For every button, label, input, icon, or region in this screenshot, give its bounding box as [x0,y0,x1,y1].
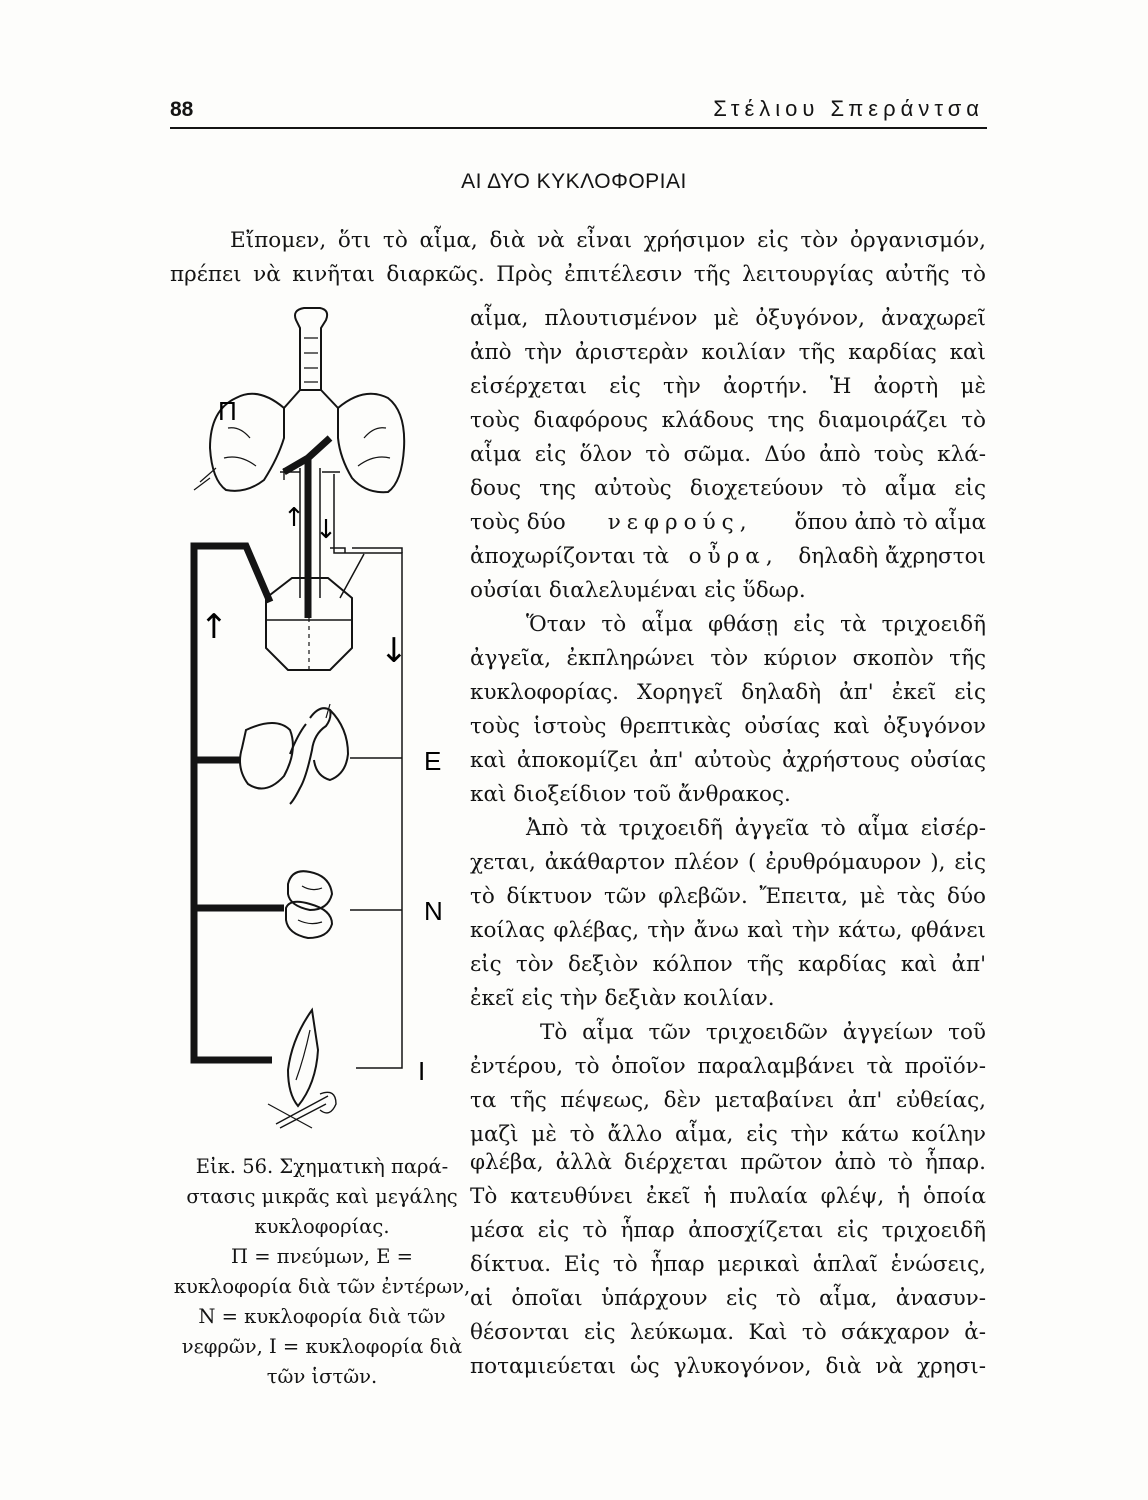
text-line: χεται, ἀκάθαρτον πλέον ( ἐρυθρόμαυρον ), εἰς [470,850,986,875]
label-lungs: Π [218,396,237,426]
circulation-diagram [180,298,470,1148]
text-run: ὅπου ἀπὸ τὸ αἷμα [794,510,986,535]
running-head: Στέλιου Σπεράντσα [713,96,984,121]
text-line: αἱ ὁποῖαι ὑπάρχουν εἰς τὸ αἷμα, ἀνασυν- [470,1286,986,1311]
text-line: ἀπὸ τὴν ἀριστερὰν κοιλίαν τῆς καρδίας καὶ [470,340,986,365]
caption-legend: Π = πνεύμων, Ε = κυκλοφορία διὰ τῶν ἐντέρων, Ν = κυκλοφορία διὰ τῶν νεφρῶν, Ι = κυκλοφορία διὰ τῶν ἱστῶν. [173,1245,471,1388]
text-line: εἰς τὸν δεξιὸν κόλπον τῆς καρδίας καὶ ἀπ' [470,952,986,977]
intro-paragraph [170,224,986,292]
text-line: αἷμα, πλουτισμένον μὲ ὀξυγόνον, ἀναχωρεῖ [470,306,986,331]
text-run: ἀποχωρίζονται τὰ [470,544,669,569]
figure-caption [172,1152,472,1392]
muscle-shape [268,1010,336,1128]
arrow-up-icon: ↑ [283,503,305,533]
label-kidneys: Ν [424,896,443,926]
text-line: ἀγγεῖα, ἐκπληρώνει τὸν κύριον σκοπὸν τῆς [470,646,986,671]
text-line: κοίλας φλέβας, τὴν ἄνω καὶ τὴν κάτω, φθάνει [470,918,986,943]
intro-line: Εἴπομεν, ὅτι τὸ αἷμα, διὰ νὰ εἶναι χρήσιμον εἰς τὸν ὀργανισμόν, [230,228,986,253]
text-line: δίκτυα. Εἰς τὸ ἧπαρ μερικαὶ ἁπλαῖ ἑνώσεις, [470,1252,986,1277]
label-intestines: Ε [424,746,442,776]
emphasized-word-urine: οὖρα, [688,544,779,569]
text-line: Τὸ αἷμα τῶν τριχοειδῶν ἀγγείων τοῦ [540,1020,986,1045]
bottom-column-text [470,1146,986,1384]
chapter-title: ΑΙ ΔΥΟ ΚΥΚΛΟΦΟΡΙΑΙ [461,170,687,193]
page-number: 88 [170,98,194,121]
header-rule [170,127,987,129]
text-line: ποταμιεύεται ὡς γλυκογόνον, διὰ νὰ χρησι- [470,1354,986,1379]
text-line: αἷμα εἰς ὅλον τὸ σῶμα. Δύο ἀπὸ τοὺς κλά- [470,442,986,467]
text-run: τοὺς δύο [470,510,566,535]
label-tissues: Ι [418,1056,426,1086]
arrow-down-icon: ↓ [315,515,337,545]
text-line: τα τῆς πέψεως, δὲν μεταβαίνει ἀπ' εὐθείας, [470,1088,986,1113]
text-line: εἰσέρχεται εἰς τὴν ἀορτήν. Ἡ ἀορτὴ μὲ [470,374,986,399]
text-line: δους της αὐτοὺς διοχετεύουν τὸ αἷμα εἰς [470,476,986,501]
text-line: τοὺς διαφόρους κλάδους της διαμοιράζει τὸ [470,408,986,433]
text-line: μαζὶ μὲ τὸ ἄλλο αἷμα, εἰς τὴν κάτω κοίλην [470,1122,986,1147]
trachea-shape [284,308,338,408]
text-line: Ἀπὸ τὰ τριχοειδῆ ἀγγεῖα τὸ αἷμα εἰσέρ- [526,816,986,841]
text-line: οὐσίαι διαλελυμέναι εἰς ὕδωρ. [470,578,806,603]
text-line: κυκλοφορίας. Χορηγεῖ δηλαδὴ ἀπ' ἐκεῖ εἰς [470,680,986,705]
arrow-down-icon: ↓ [379,631,409,671]
kidney-shape [286,871,332,938]
caption-title: Εἰκ. 56. Σχηματικὴ παρά-στασις μικρᾶς καὶ μεγάλης κυκλοφορίας. [186,1155,458,1238]
arrow-up-icon: ↑ [199,607,229,647]
text-line: ἐκεῖ εἰς τὴν δεξιὰν κοιλίαν. [470,986,775,1011]
text-line: τὸ δίκτυον τῶν φλεβῶν. Ἔπειτα, μὲ τὰς δύο [470,884,986,909]
text-line [470,506,986,540]
text-line: τοὺς ἱστοὺς θρεπτικὰς οὐσίας καὶ ὀξυγόνον [470,714,986,739]
arterial-vessels [194,438,330,1060]
text-line: καὶ διοξείδιον τοῦ ἄνθρακος. [470,782,791,807]
text-line: φλέβα, ἀλλὰ διέρχεται πρῶτον ἀπὸ τὸ ἧπαρ. [470,1150,986,1175]
intro-line: πρέπει νὰ κινῆται διαρκῶς. Πρὸς ἐπιτέλεσιν τῆς λειτουργίας αὐτῆς τὸ [170,262,986,287]
text-line: μέσα εἰς τὸ ἧπαρ ἀποσχίζεται εἰς τριχοειδῆ [470,1218,986,1243]
right-column-text [470,302,986,1152]
text-line: θέσονται εἰς λεύκωμα. Καὶ τὸ σάκχαρον ἀ- [470,1320,986,1345]
text-line: Ὅταν τὸ αἷμα φθάσῃ εἰς τὰ τριχοειδῆ [526,612,986,637]
text-line: καὶ ἀποκομίζει ἀπ' αὐτοὺς ἀχρήστους οὐσίας [470,748,986,773]
text-line: Τὸ κατευθύνει ἐκεῖ ἡ πυλαία φλέψ, ἡ ὁποία [470,1184,986,1209]
text-run: δηλαδὴ ἄχρηστοι [798,544,986,569]
text-line: ἐντέρου, τὸ ὁποῖον παραλαμβάνει τὰ προϊόν- [470,1054,986,1079]
text-line [470,540,986,574]
emphasized-word-kidneys: νεφρούς, [607,510,753,535]
intestine-shape [240,704,348,804]
